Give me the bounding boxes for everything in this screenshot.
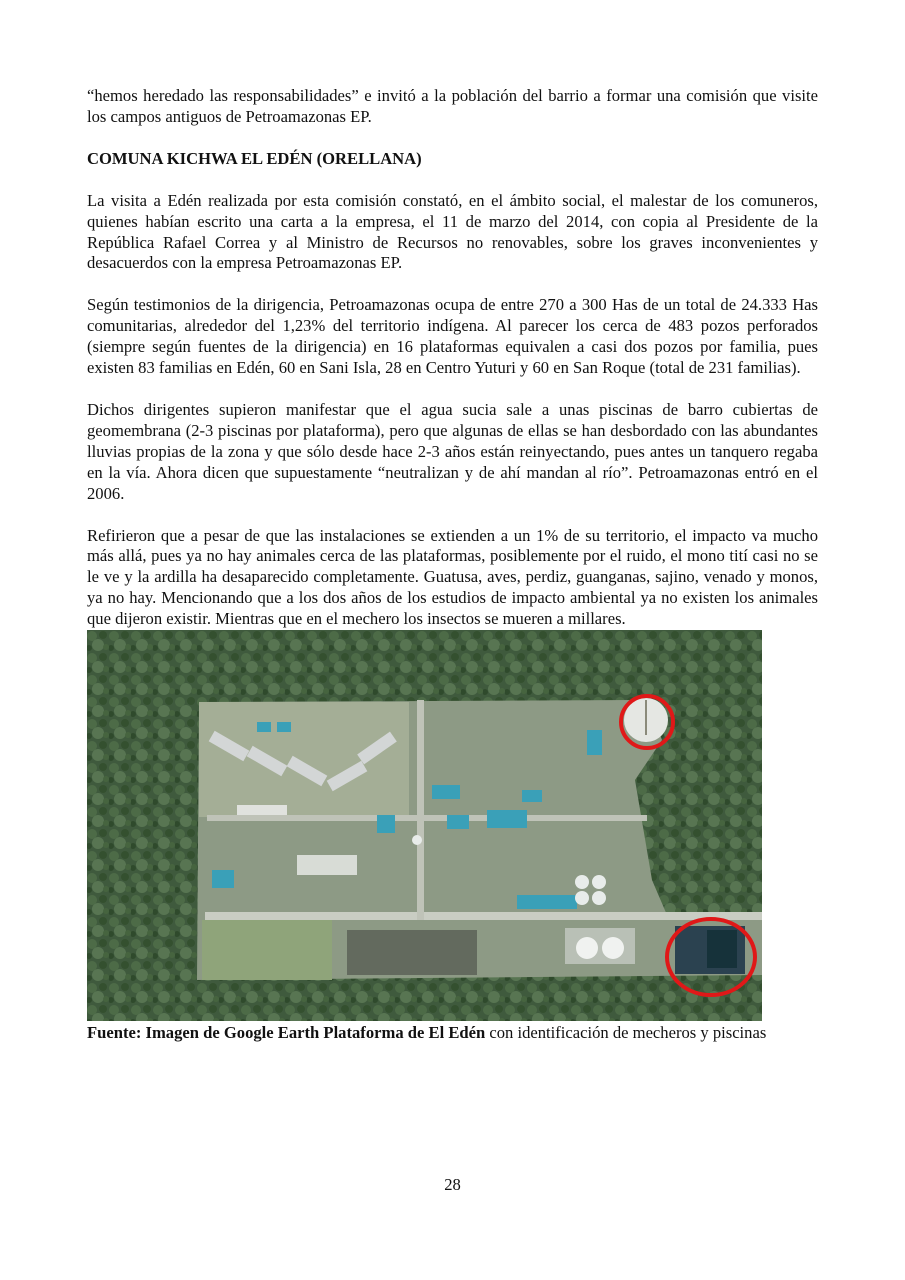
cross-road (207, 815, 647, 821)
tank-yard (565, 928, 635, 964)
building (447, 815, 469, 829)
building (377, 815, 395, 833)
inner-road (417, 700, 424, 920)
camp-area (199, 702, 409, 817)
building (212, 870, 234, 888)
paragraph-testimonies: Según testimonios de la dirigencia, Petroamazonas ocupa de entre 270 a 300 Has de un total de 24.333 Has comunitarias, alrededor del 1,23% del territorio indígena. Al parecer los cerca de 483 pozos perforados (siempre según fuentes de la dirigencia) en 16 plataformas equivalen a casi dos pozos por familia, pues existen 83 familias en Edén, 60 en Sani Isla, 28 en Centro Yuturi y 60 en San Roque (total de 231 familias). (87, 295, 818, 378)
tank (602, 937, 624, 959)
paragraph-intro: “hemos heredado las responsabilidades” e invitó a la población del barrio a formar una comisión que visite los campos antiguos de Petroamazonas EP. (87, 86, 818, 126)
tank (592, 891, 606, 905)
satellite-image-svg (87, 630, 762, 1021)
building (432, 785, 460, 799)
main-road (205, 912, 762, 920)
satellite-image (87, 630, 762, 1021)
tank (576, 937, 598, 959)
paragraph-dirty-water: Dichos dirigentes supieron manifestar que el agua sucia sale a unas piscinas de barro cubiertas de geomembrana (2-3 piscinas por plataforma), pero que algunas de ellas se han desbordado con las abundantes lluvias propias de la zona y que sólo desde hace 2-3 años están reinyectando, pues antes un tanquero regaba en la vía. Ahora dicen que supuestamente “neutralizan y de ahí mandan al río”. Petroamazonas entró en el 2006. (87, 399, 818, 503)
pit (707, 930, 737, 968)
building (237, 805, 287, 815)
paragraph-impact: Refirieron que a pesar de que las instalaciones se extienden a un 1% de su territorio, el impacto va mucho más allá, pues ya no hay animales cerca de las plataformas, posiblemente por el ruido, el mono tití casi no se le ve y la ardilla ha desaparecido completamente. Guatusa, aves, perdiz, guanganas, sajino, venado y monos, ya no hay. Mencionando que a los dos años de los estudios de impacto ambiental ya no existen los animales que dijeron existir. Mientras que en el mechero los insectos se mueren a millares. (87, 525, 818, 629)
caption-source: Fuente: Imagen de Google Earth Plataforma de El Edén (87, 1023, 486, 1043)
page-number: 28 (444, 1175, 461, 1194)
page-content (87, 86, 818, 1065)
pool (257, 722, 271, 732)
caption-description: con identificación de mecheros y piscinas (485, 1023, 767, 1043)
pool (277, 722, 291, 732)
tank (412, 835, 422, 845)
figure-caption (87, 1023, 818, 1044)
section-heading: COMUNA KICHWA EL EDÉN (ORELLANA) (87, 148, 422, 168)
flare-stack (645, 700, 647, 735)
paragraph-visit: La visita a Edén realizada por esta comisión constató, en el ámbito social, el malestar de los comuneros, quienes habían escrito una carta a la empresa, el 11 de marzo del 2014, con copia al Presidente de la República Rafael Correa y al Ministro de Recursos no renovables, sobre los graves inconvenientes y desacuerdos con la empresa Petroamazonas EP. (87, 190, 818, 273)
bare-ground (347, 930, 477, 975)
tank (592, 875, 606, 889)
grass-field (202, 920, 332, 980)
building (587, 730, 602, 755)
building (487, 810, 527, 828)
building (522, 790, 542, 802)
building (297, 855, 357, 875)
building (517, 895, 577, 909)
tank (575, 875, 589, 889)
tank (575, 891, 589, 905)
